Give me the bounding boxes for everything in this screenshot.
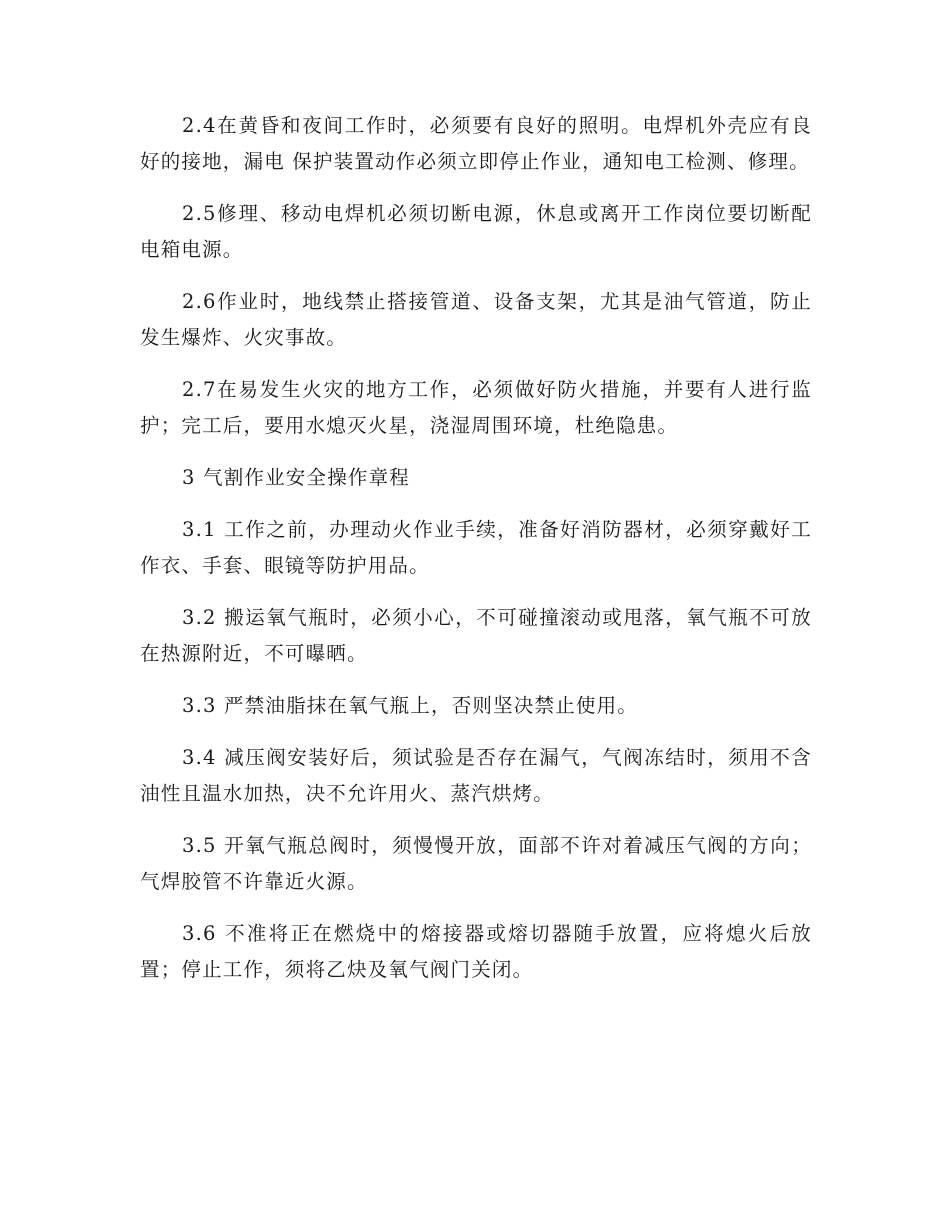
section-heading-3: 3 气割作业安全操作章程 bbox=[182, 466, 411, 489]
paragraph-3-2: 3.2 搬运氧气瓶时，必须小心，不可碰撞滚动或甩落，氧气瓶不可放在热源附近，不可曝晒。 bbox=[140, 606, 812, 665]
paragraph-3-6: 3.6 不准将正在燃烧中的熔接器或熔切器随手放置，应将熄火后放置；停止工作，须将乙炔及氧气阀门关闭。 bbox=[140, 922, 812, 981]
paragraph-3-3: 3.3 严禁油脂抹在氧气瓶上，否则坚决禁止使用。 bbox=[182, 694, 639, 717]
document-body bbox=[140, 108, 812, 1004]
paragraph-2-5: 2.5修理、移动电焊机必须切断电源，休息或离开工作岗位要切断配电箱电源。 bbox=[140, 202, 812, 261]
paragraph-3-4: 3.4 减压阀安装好后，须试验是否存在漏气，气阀冻结时，须用不含油性且温水加热，决不允许用火、蒸汽烘烤。 bbox=[140, 746, 812, 805]
paragraph-3-1: 3.1 工作之前，办理动火作业手续，准备好消防器材，必须穿戴好工作衣、手套、眼镜等防护用品。 bbox=[140, 518, 812, 577]
paragraph-3-5: 3.5 开氧气瓶总阀时，须慢慢开放，面部不许对着减压气阀的方向；气焊胶管不许靠近火源。 bbox=[140, 834, 812, 893]
paragraph-2-7: 2.7在易发生火灾的地方工作，必须做好防火措施，并要有人进行监护；完工后，要用水熄灭火星，浇湿周围环境，杜绝隐患。 bbox=[140, 378, 812, 437]
paragraph-2-6: 2.6作业时，地线禁止搭接管道、设备支架，尤其是油气管道，防止发生爆炸、火灾事故。 bbox=[140, 290, 812, 349]
paragraph-2-4: 2.4在黄昏和夜间工作时，必须要有良好的照明。电焊机外壳应有良好的接地，漏电 保护装置动作必须立即停止作业，通知电工检测、修理。 bbox=[140, 114, 812, 173]
